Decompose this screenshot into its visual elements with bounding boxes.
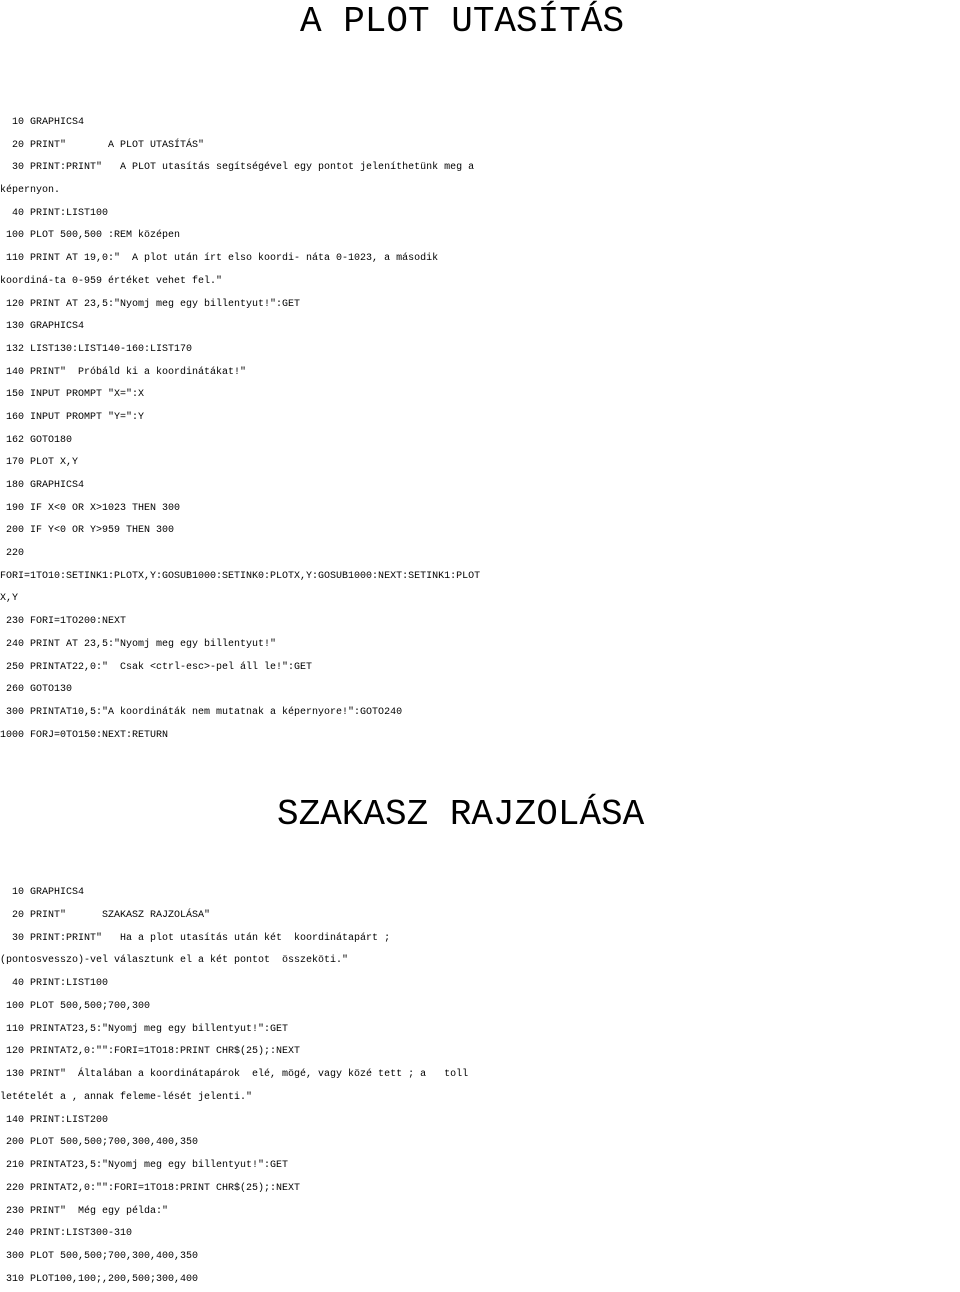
code-line: 130 PRINT" Általában a koordinátapárok elé, mögé, vagy közé tett ; a toll — [0, 1069, 469, 1080]
code-line: 140 PRINT:LIST200 — [0, 1114, 109, 1126]
code-line: 200 PLOT 500,500;700,300,400,350 — [0, 1137, 199, 1149]
code-line: 220 PRINTAT2,0:"":FORI=1TO18:PRINT CHR$(25);:NEXT — [0, 1182, 301, 1194]
code-line: 10 GRAPHICS4 — [0, 887, 85, 898]
code-line: koordiná-ta 0-959 értéket vehet fel." — [0, 275, 223, 287]
code-listing-plot — [0, 112, 960, 747]
code-line: képernyon. — [0, 185, 61, 197]
code-line: 40 PRINT:LIST100 — [0, 978, 109, 989]
code-line: 100 PLOT 500,500;700,300 — [0, 1000, 151, 1012]
code-line: 100 PLOT 500,500 :REM középen — [0, 230, 181, 242]
code-line: 230 PRINT" Még egy példa:" — [0, 1205, 169, 1217]
code-line: letételét a , annak feleme-lését jelenti." — [0, 1091, 253, 1103]
code-line: 240 PRINT:LIST300-310 — [0, 1228, 133, 1240]
code-line: 230 FORI=1TO200:NEXT — [0, 616, 127, 628]
code-line: 120 PRINT AT 23,5:"Nyomj meg egy billentyut!":GET — [0, 298, 301, 310]
code-line: 140 PRINT" Próbáld ki a koordinátákat!" — [0, 366, 247, 378]
code-line: 200 IF Y<0 OR Y>959 THEN 300 — [0, 525, 175, 537]
code-line: 40 PRINT:LIST100 — [0, 207, 109, 219]
code-line: 10 GRAPHICS4 — [0, 117, 85, 128]
code-line: 120 PRINTAT2,0:"":FORI=1TO18:PRINT CHR$(25);:NEXT — [0, 1046, 301, 1058]
code-line: 150 INPUT PROMPT "X=":X — [0, 389, 145, 401]
code-line: 20 PRINT" SZAKASZ RAJZOLÁSA" — [0, 909, 211, 921]
code-listing-line-drawing — [0, 882, 960, 1292]
code-line: 210 PRINTAT23,5:"Nyomj meg egy billentyut!":GET — [0, 1160, 289, 1171]
code-line: 250 PRINTAT22,0:" Csak <ctrl-esc>-pel áll le!":GET — [0, 661, 313, 673]
code-line: 162 GOTO180 — [0, 434, 73, 446]
code-line: 132 LIST130:LIST140-160:LIST170 — [0, 343, 193, 355]
code-line: 20 PRINT" A PLOT UTASÍTÁS" — [0, 139, 205, 151]
code-line: 300 PLOT 500,500;700,300,400,350 — [0, 1251, 199, 1262]
code-line: 110 PRINT AT 19,0:" A plot után írt elso koordi- náta 0-1023, a második — [0, 253, 439, 265]
code-line: 310 PLOT100,100;,200,500;300,400 — [0, 1273, 199, 1285]
code-line: 170 PLOT X,Y — [0, 457, 79, 469]
section-title-line-drawing: SZAKASZ RAJZOLÁSA — [277, 794, 645, 835]
code-line: 300 PRINTAT10,5:"A koordináták nem mutatnak a képernyore!":GOTO240 — [0, 706, 403, 718]
code-line: 130 GRAPHICS4 — [0, 321, 85, 333]
code-line: 260 GOTO130 — [0, 684, 73, 696]
code-line: 30 PRINT:PRINT" A PLOT utasítás segítségével egy pontot jeleníthetünk meg a — [0, 162, 475, 174]
code-line: (pontosvesszo)-vel választunk el a két pontot összeköti." — [0, 955, 349, 967]
code-line: 180 GRAPHICS4 — [0, 480, 85, 491]
code-line: FORI=1TO10:SETINK1:PLOTX,Y:GOSUB1000:SETINK0:PLOTX,Y:GOSUB1000:NEXT:SETINK1:PLOT — [0, 570, 481, 582]
code-line: 240 PRINT AT 23,5:"Nyomj meg egy billentyut!" — [0, 638, 277, 650]
code-line: 220 — [0, 548, 25, 560]
code-line: X,Y — [0, 593, 19, 605]
code-line: 30 PRINT:PRINT" Ha a plot utasítás után két koordinátapárt ; — [0, 932, 391, 944]
code-line: 110 PRINTAT23,5:"Nyomj meg egy billentyut!":GET — [0, 1023, 289, 1035]
section-title-plot: A PLOT UTASÍTÁS — [300, 1, 625, 42]
code-line: 1000 FORJ=0TO150:NEXT:RETURN — [0, 729, 169, 741]
code-line: 160 INPUT PROMPT "Y=":Y — [0, 411, 145, 423]
code-line: 190 IF X<0 OR X>1023 THEN 300 — [0, 502, 181, 514]
